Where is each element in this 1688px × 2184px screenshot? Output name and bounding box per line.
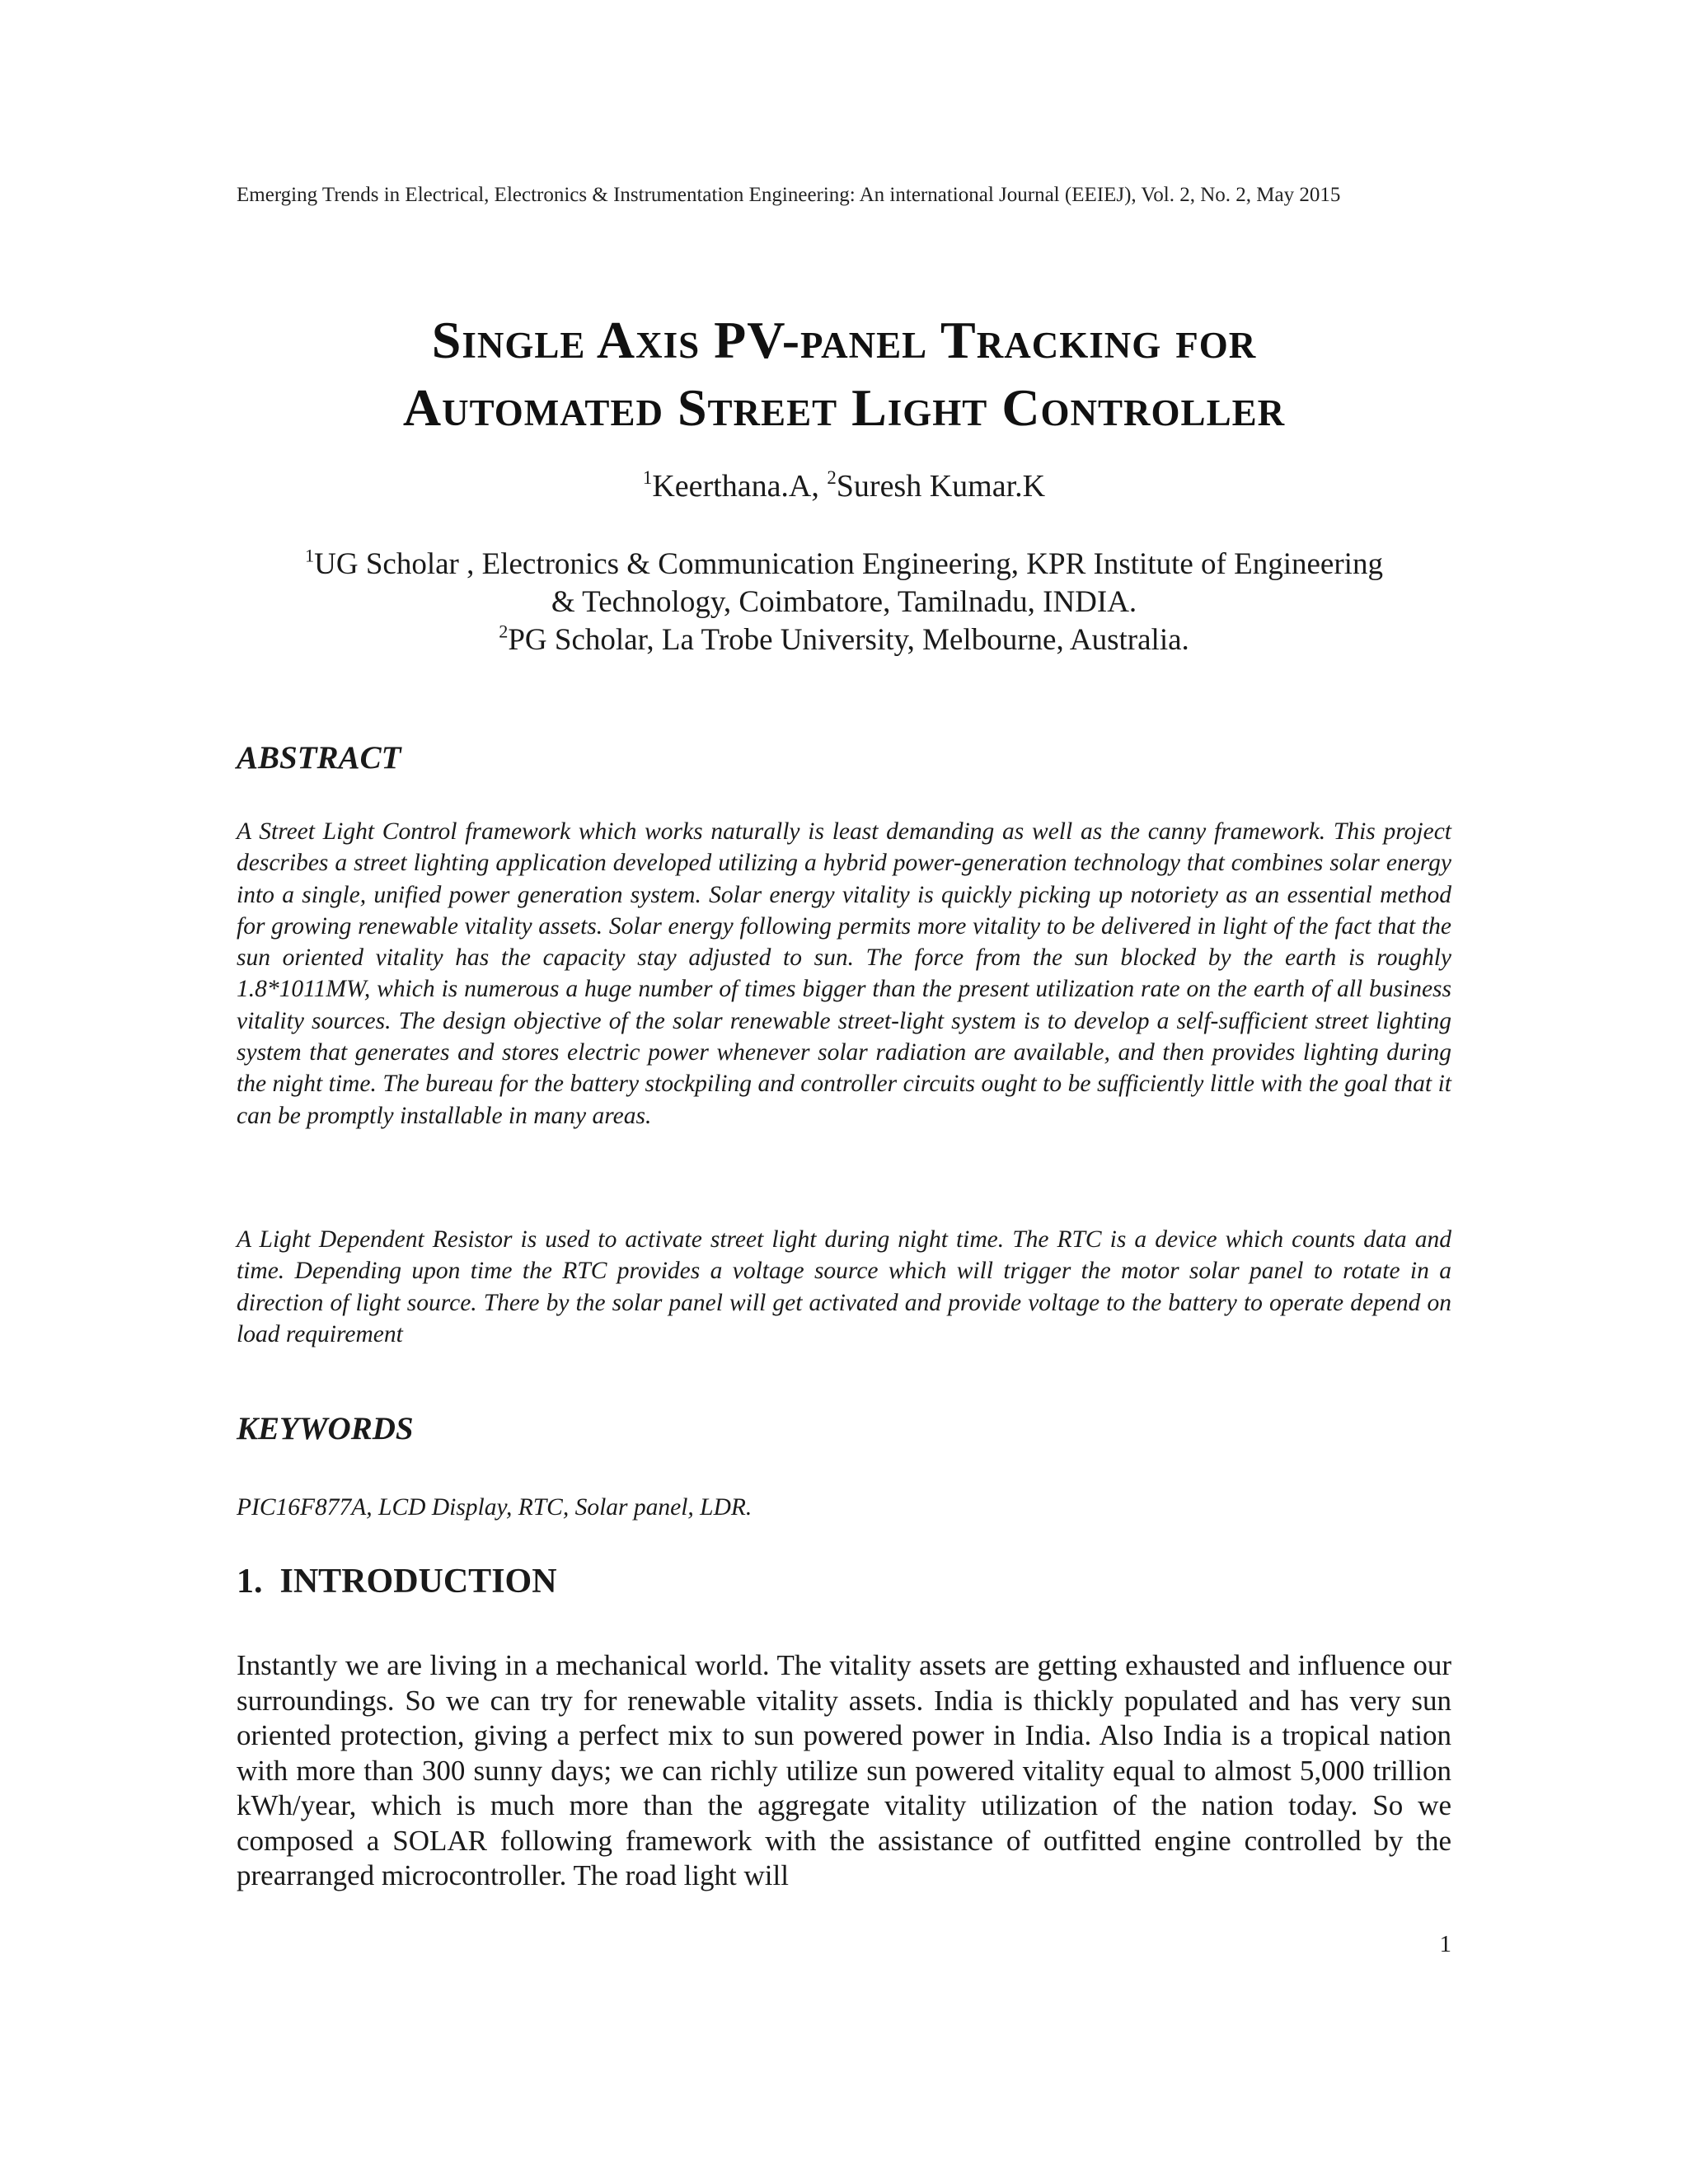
author-2-name: Suresh Kumar.K <box>836 469 1046 504</box>
abstract-paragraph-2: A Light Dependent Resistor is used to activate street light during night time. The RTC is a device which counts data and time. Depending upon time the RTC provides a voltage source which will trigger the motor solar panel to rotate in a direction of light source. There by the solar panel will get activated and provide voltage to the battery to operate depend on load requirement <box>237 1226 1451 1347</box>
affiliation-block <box>214 546 1474 659</box>
paper-title <box>165 307 1523 442</box>
author-1-affiliation-mark: 1 <box>642 467 653 489</box>
affiliation-1-line-2: & Technology, Coimbatore, Tamilnadu, INDIA. <box>551 585 1137 619</box>
introduction-paragraph: Instantly we are living in a mechanical world. The vitality assets are getting exhausted and influence our surroundings. So we can try for renewable vitality assets. India is thickly populated and has very sun oriented protection, giving a perfect mix to sun powered power in India. Also India is a tropical nation with more than 300 sunny days; we can richly utilize sun powered vitality equal to almost 5,000 trillion kWh/year, which is much more than the aggregate vitality utilization of the nation today. So we composed a SOLAR following framework with the assistance of outfitted engine controlled by the prearranged microcontroller. The road light will <box>237 1649 1451 1891</box>
affiliation-2-line <box>214 621 1474 659</box>
paper-title-line-1: Single Axis PV-panel Tracking for <box>431 311 1257 369</box>
introduction-heading: 1. INTRODUCTION <box>237 1563 557 1601</box>
running-header: Emerging Trends in Electrical, Electronics & Instrumentation Engineering: An international Journal (EEIEJ), Vol. 2, No. 2, May 2015 <box>237 184 1341 206</box>
affiliation-1-text: UG Scholar , Electronics & Communication Engineering, KPR Institute of Engineering <box>314 547 1383 581</box>
author-2-affiliation-mark: 2 <box>827 467 837 489</box>
abstract-heading: ABSTRACT <box>237 740 401 776</box>
paper-title-line-2: Automated Street Light Controller <box>402 378 1286 437</box>
page-number: 1 <box>1439 1931 1451 1957</box>
author-list <box>165 466 1523 507</box>
keywords-heading: KEYWORDS <box>237 1411 414 1446</box>
affiliation-2-mark: 2 <box>499 621 509 642</box>
affiliation-1-line-1 <box>214 546 1474 583</box>
author-1-name: Keerthana.A, <box>652 469 828 504</box>
affiliation-2-text: PG Scholar, La Trobe University, Melbourne, Australia. <box>508 623 1189 657</box>
keywords-text: PIC16F877A, LCD Display, RTC, Solar panel, LDR. <box>237 1494 753 1521</box>
affiliation-1-mark: 1 <box>305 545 315 566</box>
abstract-paragraph-1: A Street Light Control framework which works naturally is least demanding as well as the canny framework. This project describes a street lighting application developed utilizing a hybrid power-generation technology that combines solar energy into a single, unified power generation system. Solar energy vitality is quickly picking up notoriety as an essential method for growing renewable vitality assets. Solar energy following permits more vitality to be delivered in light of the fact that the sun oriented vitality has the capacity stay adjusted to sun. The force from the sun blocked by the earth is roughly 1.8*1011MW, which is numerous a huge number of times bigger than the present utilization rate on the earth of all business vitality sources. The design objective of the solar renewable street-light system is to develop a self-sufficient street lighting system that generates and stores electric power whenever solar radiation are available, and then provides lighting during the night time. The bureau for the battery stockpiling and controller circuits ought to be sufficiently little with the goal that it can be promptly installable in many areas. <box>237 818 1451 1129</box>
